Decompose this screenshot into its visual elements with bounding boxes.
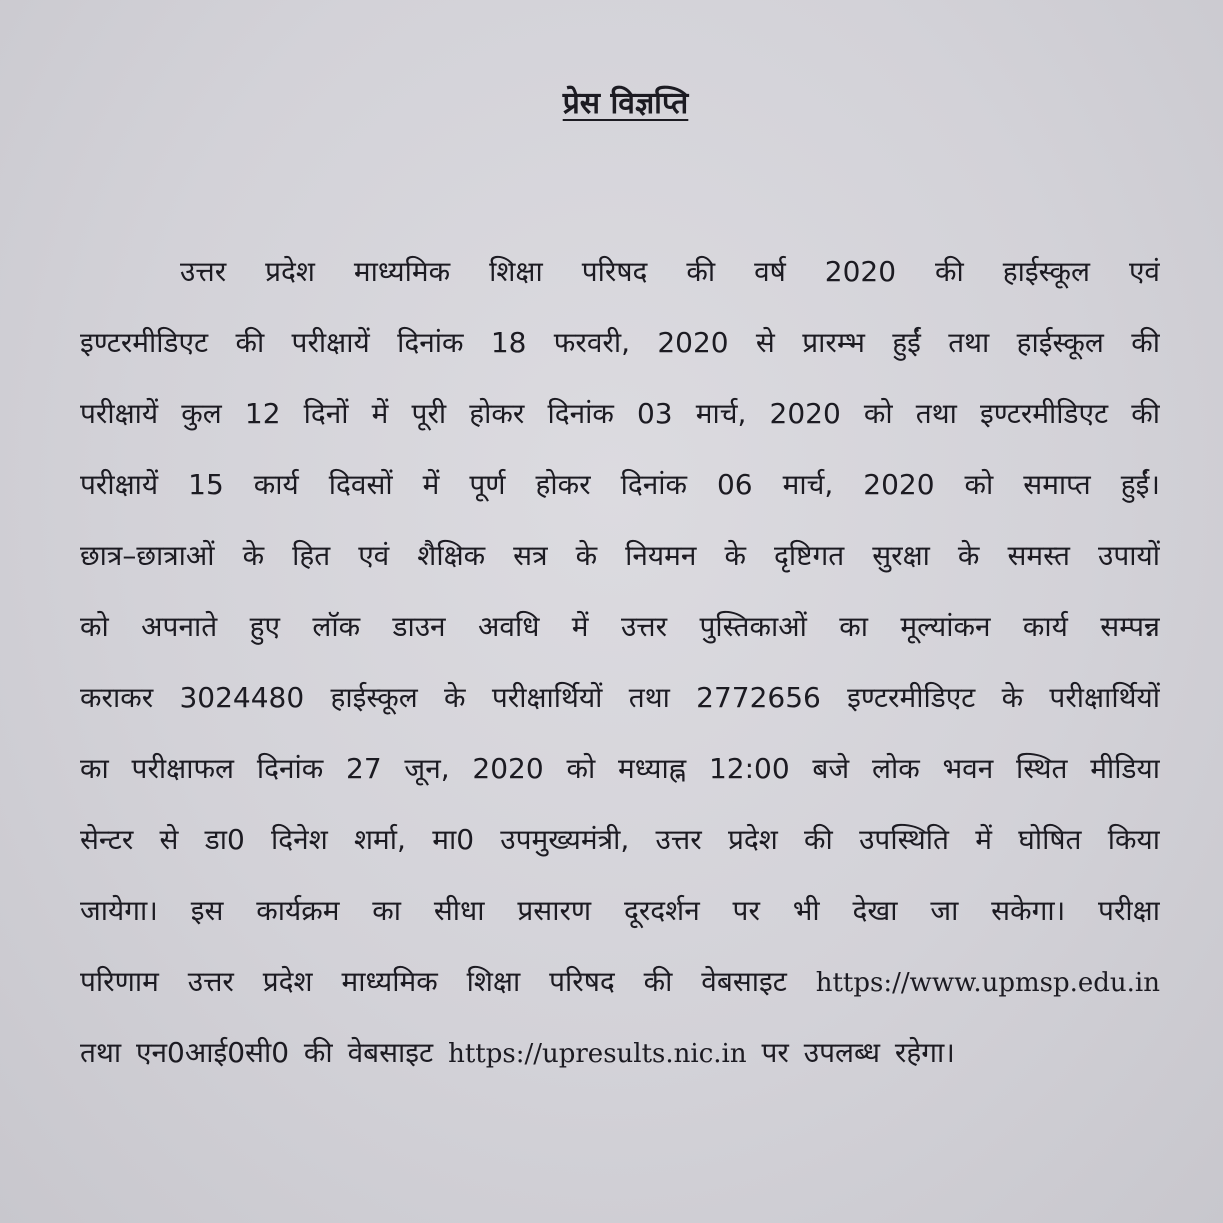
body-line-6: को अपनाते हुए लॉक डाउन अवधि में उत्तर पुस्तिकाओं का मूल्यांकन कार्य सम्पन्न bbox=[80, 610, 1160, 643]
line-11-text: परिणाम उत्तर प्रदेश माध्यमिक शिक्षा परिषद की वेबसाइट bbox=[80, 965, 787, 998]
body-line-1: उत्तर प्रदेश माध्यमिक शिक्षा परिषद की वर्ष 2020 की हाईस्कूल एवं bbox=[180, 255, 1160, 288]
body-line-8: का परीक्षाफल दिनांक 27 जून, 2020 को मध्याह्न 12:00 बजे लोक भवन स्थित मीडिया bbox=[80, 752, 1160, 785]
page-title bbox=[14, 82, 1223, 126]
line-12-suffix: पर उपलब्ध रहेगा। bbox=[761, 1036, 955, 1069]
press-release-body bbox=[80, 236, 1160, 1088]
title-text: प्रेस विज्ञप्ति bbox=[562, 86, 689, 121]
body-line-5: छात्र–छात्राओं के हित एवं शैक्षिक सत्र के नियमन के दृष्टिगत सुरक्षा के समस्त उपायों bbox=[80, 539, 1160, 572]
body-line-4: परीक्षायें 15 कार्य दिवसों में पूर्ण होकर दिनांक 06 मार्च, 2020 को समाप्त हुईं। bbox=[80, 468, 1160, 501]
body-line-7: कराकर 3024480 हाईस्कूल के परीक्षार्थियों तथा 2772656 इण्टरमीडिएट के परीक्षार्थियों bbox=[80, 681, 1160, 714]
upmsp-website-link[interactable]: https://www.upmsp.edu.in bbox=[815, 968, 1160, 998]
body-line-3: परीक्षायें कुल 12 दिनों में पूरी होकर दिनांक 03 मार्च, 2020 को तथा इण्टरमीडिएट की bbox=[80, 397, 1160, 430]
body-line-12 bbox=[80, 1017, 1160, 1088]
upresults-website-link[interactable]: https://upresults.nic.in bbox=[448, 1039, 747, 1069]
line-12-text: तथा एन0आई0सी0 की वेबसाइट bbox=[80, 1036, 434, 1069]
body-line-10: जायेगा। इस कार्यक्रम का सीधा प्रसारण दूरदर्शन पर भी देखा जा सकेगा। परीक्षा bbox=[80, 894, 1160, 927]
body-line-11 bbox=[80, 946, 1160, 1017]
body-line-2: इण्टरमीडिएट की परीक्षायें दिनांक 18 फरवरी, 2020 से प्रारम्भ हुईं तथा हाईस्कूल की bbox=[80, 326, 1160, 359]
body-line-9: सेन्टर से डा0 दिनेश शर्मा, मा0 उपमुख्यमंत्री, उत्तर प्रदेश की उपस्थिति में घोषित किया bbox=[80, 823, 1160, 856]
